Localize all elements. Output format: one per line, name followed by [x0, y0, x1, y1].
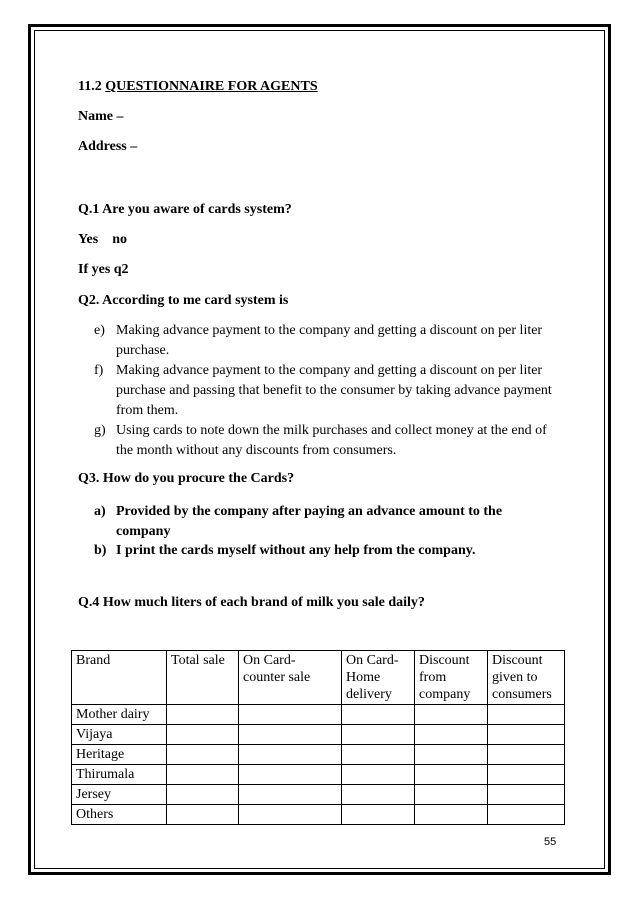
empty-cell[interactable]: [239, 705, 342, 725]
brand-cell: Mother dairy: [72, 705, 167, 725]
section-heading: [78, 78, 318, 96]
q1-answers: Yes no: [78, 232, 128, 247]
empty-cell[interactable]: [239, 785, 342, 805]
brand-cell: Thirumala: [72, 765, 167, 785]
empty-cell[interactable]: [342, 765, 415, 785]
empty-cell[interactable]: [415, 725, 488, 745]
table-row: [72, 805, 565, 825]
table-row: [72, 705, 565, 725]
empty-cell[interactable]: [488, 785, 565, 805]
q3-option-b: [94, 541, 564, 561]
q3-question: Q3. How do you procure the Cards?: [78, 471, 295, 486]
section-number: 11.2: [78, 79, 102, 94]
header-discount-consumers: Discount given to consumers: [488, 651, 565, 705]
table-row: [72, 765, 565, 785]
empty-cell[interactable]: [167, 745, 239, 765]
empty-cell[interactable]: [342, 805, 415, 825]
empty-cell[interactable]: [342, 705, 415, 725]
empty-cell[interactable]: [488, 705, 565, 725]
option-label: a): [94, 504, 106, 519]
header-discount-company: Discount from company: [415, 651, 488, 705]
empty-cell[interactable]: [488, 725, 565, 745]
q2-question: Q2. According to me card system is: [78, 293, 289, 308]
name-field-label: Name –: [78, 109, 124, 124]
empty-cell[interactable]: [342, 745, 415, 765]
table-row: [72, 725, 565, 745]
q2-option-g: [94, 421, 564, 461]
brand-cell: Others: [72, 805, 167, 825]
header-total-sale: Total sale: [167, 651, 239, 705]
milk-sales-table: [71, 650, 565, 825]
empty-cell[interactable]: [239, 765, 342, 785]
empty-cell[interactable]: [415, 805, 488, 825]
brand-cell: Vijaya: [72, 725, 167, 745]
empty-cell[interactable]: [167, 805, 239, 825]
header-card-counter: On Card-counter sale: [239, 651, 342, 705]
option-label: b): [94, 543, 107, 558]
empty-cell[interactable]: [342, 785, 415, 805]
empty-cell[interactable]: [488, 765, 565, 785]
empty-cell[interactable]: [167, 765, 239, 785]
q3-option-a: [94, 502, 544, 542]
empty-cell[interactable]: [415, 765, 488, 785]
empty-cell[interactable]: [488, 745, 565, 765]
table-row: [72, 745, 565, 765]
empty-cell[interactable]: [167, 785, 239, 805]
header-card-home: On Card-Home delivery: [342, 651, 415, 705]
q4-question: Q.4 How much liters of each brand of milk you sale daily?: [78, 595, 425, 610]
empty-cell[interactable]: [415, 705, 488, 725]
table-header-row: [72, 651, 565, 705]
option-text: I print the cards myself without any help from the company.: [116, 543, 476, 558]
empty-cell[interactable]: [239, 725, 342, 745]
empty-cell[interactable]: [415, 745, 488, 765]
empty-cell[interactable]: [239, 805, 342, 825]
page-number: 55: [544, 836, 557, 848]
q2-option-e: [94, 321, 564, 361]
empty-cell[interactable]: [488, 805, 565, 825]
empty-cell[interactable]: [239, 745, 342, 765]
q2-option-f: [94, 361, 564, 421]
address-field-label: Address –: [78, 139, 138, 154]
header-brand: Brand: [72, 651, 167, 705]
empty-cell[interactable]: [167, 705, 239, 725]
option-text: Using cards to note down the milk purchases and collect money at the end of the month without any discounts from consumers.: [116, 423, 547, 458]
q1-question: Q.1 Are you aware of cards system?: [78, 202, 292, 217]
brand-cell: Jersey: [72, 785, 167, 805]
option-text: Provided by the company after paying an advance amount to the company: [116, 504, 503, 539]
empty-cell[interactable]: [167, 725, 239, 745]
brand-cell: Heritage: [72, 745, 167, 765]
empty-cell[interactable]: [415, 785, 488, 805]
option-label: g): [94, 423, 106, 438]
q1-followup: If yes q2: [78, 262, 129, 277]
empty-cell[interactable]: [342, 725, 415, 745]
section-title: QUESTIONNAIRE FOR AGENTS: [105, 79, 318, 94]
table-row: [72, 785, 565, 805]
option-text: Making advance payment to the company and getting a discount on per liter purchase.: [116, 323, 543, 358]
option-text: Making advance payment to the company and getting a discount on per liter purchase and passing that benefit to the consumer by taking advance payment from them.: [116, 363, 552, 418]
option-label: f): [94, 363, 104, 378]
option-label: e): [94, 323, 105, 338]
